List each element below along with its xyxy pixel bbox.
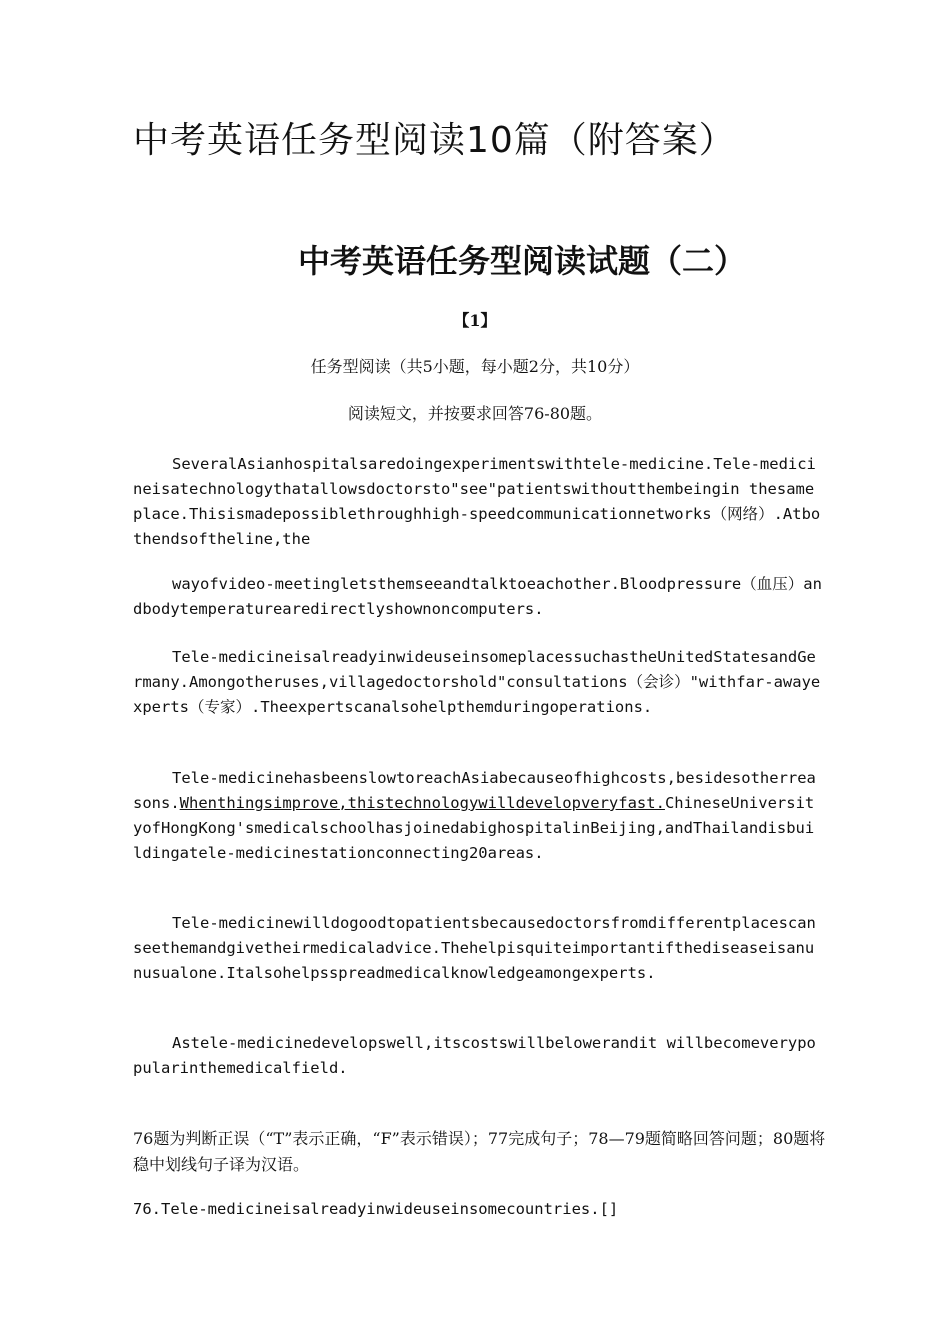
paragraph-5-text: Tele-medicinewilldogoodtopatientsbecausedoctorsfromdifferentplacescanseethemandgivetheirmedicaladvice.Thehelpisquiteimportantifthediseaseisanunusualone.Italsohelpsspreadmedicalknowledgeamongexperts. [133,914,816,982]
underlined-sentence: Whenthingsimprove,thistechnologywilldevelopveryfast. [179,794,665,812]
section-marker: 【1】 [453,311,497,330]
paragraph-3-text: Tele-medicineisalreadyinwideuseinsomeplacessuchastheUnitedStatesandGermany.Amongotheruses,villagedoctorshold"consultations（会诊）"withfar-awayexperts（专家）.Theexpertscanalsohelpthemduringoperations. [133,648,821,716]
paragraph-1-text: SeveralAsianhospitalsaredoingexperimentswithtele-medicine.Tele-medicineisatechnologythatallowsdoctorsto"see"patientswithoutthembeingin thesameplace.Thisismadepossiblethroughhigh-speedcommunicationnetworks（网络）.Atbothendsoftheline,the [133,455,821,548]
document-main-title: 中考英语任务型阅读10篇（附答案） [133,120,736,161]
instruction-scoring: 任务型阅读（共5小题，每小题2分，共10分） [310,357,640,376]
passage-paragraph-6 [133,1031,823,1081]
paragraph-4-text-after: ChineseUniversityofHongKong'smedicalschoolhasjoinedabighospitalinBeijing,andThailandisbuildingatele-medicinestationconnecting20areas. [133,794,815,862]
paragraph-2-text: wayofvideo-meetingletsthemseeandtalktoeachother.Bloodpressure（血压）andbodytemperaturearedirectlyshownoncomputers. [133,575,822,618]
paragraph-6-text: Astele-medicinedevelopswell,itscostswillbelowerandit willbecomeverypopularinthemedicalfield. [133,1034,816,1077]
paragraph-4-text-before: Tele-medicinehasbeenslowtoreachAsiabecauseofhighcosts,besidesotherreasons. [133,769,816,812]
passage-paragraph-1 [133,452,823,552]
exam-sub-title: 中考英语任务型阅读试题（二） [298,242,747,280]
task-instructions: 76题为判断正误（“T”表示正确，“F”表示错误）；77完成句子；78—79题简略回答问题；80题将稳中划线句子译为汉语。 [133,1129,826,1174]
question-76: 76.Tele-medicineisalreadyinwideuseinsomecountries.[] [133,1200,619,1218]
passage-paragraph-4 [133,766,823,866]
passage-paragraph-5 [133,911,823,986]
instruction-reading: 阅读短文，并按要求回答76-80题。 [347,404,603,423]
passage-paragraph-3 [133,645,823,720]
passage-paragraph-2 [133,572,823,622]
